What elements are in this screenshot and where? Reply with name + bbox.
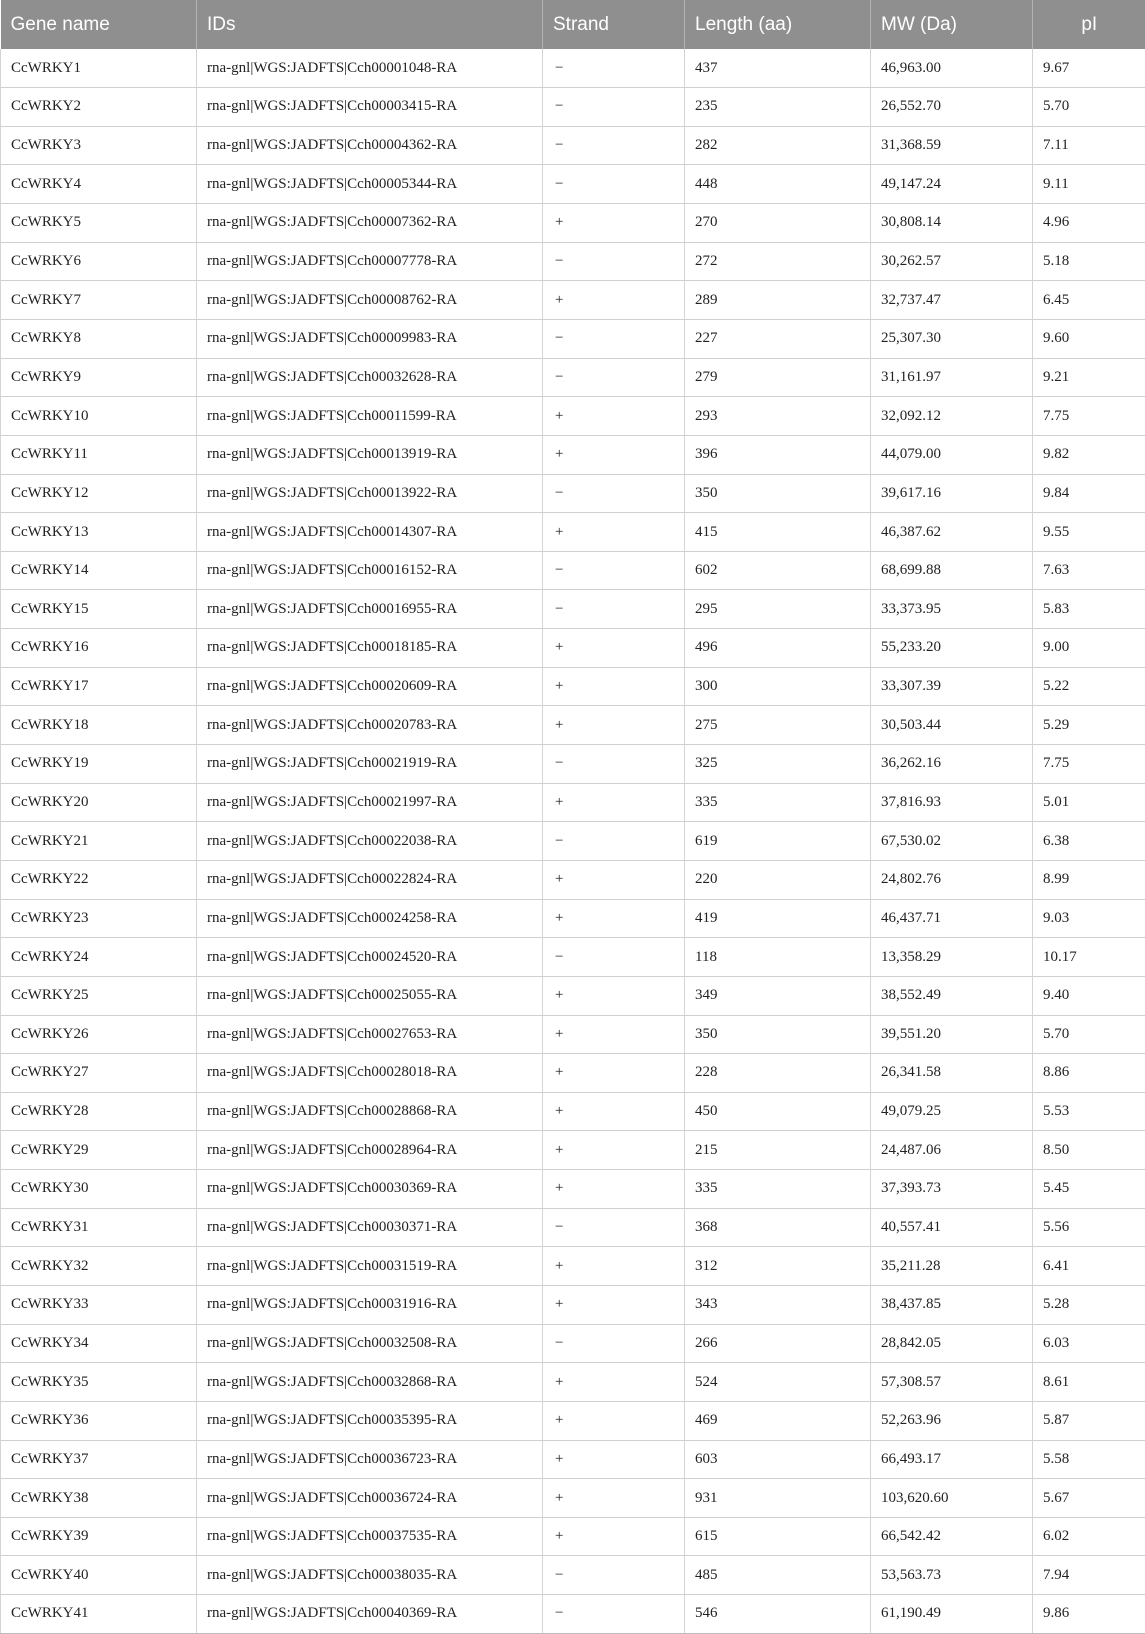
strand-cell: + — [543, 397, 685, 436]
table-row — [1, 397, 1145, 436]
table-row — [1, 435, 1145, 474]
gene-name-cell: CcWRKY9 — [1, 358, 197, 397]
table-row — [1, 1324, 1145, 1363]
table-row — [1, 1595, 1145, 1634]
strand-cell: + — [543, 281, 685, 320]
length-cell: 295 — [685, 590, 871, 629]
gene-name-cell: CcWRKY3 — [1, 126, 197, 165]
length-cell: 396 — [685, 435, 871, 474]
strand-cell: − — [543, 126, 685, 165]
mw-cell: 30,503.44 — [871, 706, 1033, 745]
gene-name-cell: CcWRKY8 — [1, 319, 197, 358]
table-row — [1, 745, 1145, 784]
id-cell: rna-gnl|WGS:JADFTS|Cch00032508-RA — [197, 1324, 543, 1363]
strand-cell: + — [543, 1401, 685, 1440]
strand-cell: + — [543, 1286, 685, 1325]
header-gene-name: Gene name — [1, 0, 197, 49]
id-cell: rna-gnl|WGS:JADFTS|Cch00013919-RA — [197, 435, 543, 474]
id-cell: rna-gnl|WGS:JADFTS|Cch00007362-RA — [197, 204, 543, 243]
length-cell: 931 — [685, 1479, 871, 1518]
gene-name-cell: CcWRKY2 — [1, 88, 197, 127]
gene-name-cell: CcWRKY33 — [1, 1286, 197, 1325]
pi-cell: 9.60 — [1033, 319, 1145, 358]
strand-cell: − — [543, 745, 685, 784]
mw-cell: 38,437.85 — [871, 1286, 1033, 1325]
pi-cell: 9.84 — [1033, 474, 1145, 513]
table-row — [1, 474, 1145, 513]
pi-cell: 5.01 — [1033, 783, 1145, 822]
id-cell: rna-gnl|WGS:JADFTS|Cch00003415-RA — [197, 88, 543, 127]
length-cell: 546 — [685, 1595, 871, 1634]
strand-cell: − — [543, 590, 685, 629]
pi-cell: 9.03 — [1033, 899, 1145, 938]
gene-name-cell: CcWRKY19 — [1, 745, 197, 784]
length-cell: 485 — [685, 1556, 871, 1595]
table-row — [1, 1131, 1145, 1170]
id-cell: rna-gnl|WGS:JADFTS|Cch00028868-RA — [197, 1092, 543, 1131]
mw-cell: 44,079.00 — [871, 435, 1033, 474]
mw-cell: 36,262.16 — [871, 745, 1033, 784]
id-cell: rna-gnl|WGS:JADFTS|Cch00036724-RA — [197, 1479, 543, 1518]
pi-cell: 5.67 — [1033, 1479, 1145, 1518]
pi-cell: 5.45 — [1033, 1170, 1145, 1209]
strand-cell: − — [543, 49, 685, 88]
gene-name-cell: CcWRKY34 — [1, 1324, 197, 1363]
gene-name-cell: CcWRKY4 — [1, 165, 197, 204]
length-cell: 349 — [685, 976, 871, 1015]
strand-cell: − — [543, 1595, 685, 1634]
pi-cell: 9.40 — [1033, 976, 1145, 1015]
mw-cell: 52,263.96 — [871, 1401, 1033, 1440]
pi-cell: 6.03 — [1033, 1324, 1145, 1363]
mw-cell: 33,373.95 — [871, 590, 1033, 629]
table-row — [1, 551, 1145, 590]
header-length: Length (aa) — [685, 0, 871, 49]
strand-cell: + — [543, 860, 685, 899]
mw-cell: 66,493.17 — [871, 1440, 1033, 1479]
gene-name-cell: CcWRKY20 — [1, 783, 197, 822]
strand-cell: + — [543, 629, 685, 668]
pi-cell: 7.94 — [1033, 1556, 1145, 1595]
id-cell: rna-gnl|WGS:JADFTS|Cch00028018-RA — [197, 1054, 543, 1093]
length-cell: 350 — [685, 474, 871, 513]
id-cell: rna-gnl|WGS:JADFTS|Cch00009983-RA — [197, 319, 543, 358]
length-cell: 282 — [685, 126, 871, 165]
id-cell: rna-gnl|WGS:JADFTS|Cch00030371-RA — [197, 1208, 543, 1247]
gene-name-cell: CcWRKY6 — [1, 242, 197, 281]
mw-cell: 66,542.42 — [871, 1517, 1033, 1556]
table-row — [1, 204, 1145, 243]
id-cell: rna-gnl|WGS:JADFTS|Cch00001048-RA — [197, 49, 543, 88]
mw-cell: 35,211.28 — [871, 1247, 1033, 1286]
length-cell: 300 — [685, 667, 871, 706]
pi-cell: 5.87 — [1033, 1401, 1145, 1440]
strand-cell: − — [543, 1324, 685, 1363]
strand-cell: − — [543, 1208, 685, 1247]
pi-cell: 6.02 — [1033, 1517, 1145, 1556]
strand-cell: − — [543, 938, 685, 977]
length-cell: 469 — [685, 1401, 871, 1440]
id-cell: rna-gnl|WGS:JADFTS|Cch00037535-RA — [197, 1517, 543, 1556]
strand-cell: + — [543, 1015, 685, 1054]
mw-cell: 32,092.12 — [871, 397, 1033, 436]
strand-cell: − — [543, 822, 685, 861]
gene-name-cell: CcWRKY30 — [1, 1170, 197, 1209]
mw-cell: 26,552.70 — [871, 88, 1033, 127]
mw-cell: 32,737.47 — [871, 281, 1033, 320]
pi-cell: 8.86 — [1033, 1054, 1145, 1093]
strand-cell: + — [543, 513, 685, 552]
pi-cell: 7.63 — [1033, 551, 1145, 590]
gene-name-cell: CcWRKY15 — [1, 590, 197, 629]
gene-name-cell: CcWRKY11 — [1, 435, 197, 474]
table-row — [1, 1286, 1145, 1325]
id-cell: rna-gnl|WGS:JADFTS|Cch00032628-RA — [197, 358, 543, 397]
header-ids: IDs — [197, 0, 543, 49]
pi-cell: 9.86 — [1033, 1595, 1145, 1634]
pi-cell: 7.11 — [1033, 126, 1145, 165]
id-cell: rna-gnl|WGS:JADFTS|Cch00025055-RA — [197, 976, 543, 1015]
length-cell: 272 — [685, 242, 871, 281]
mw-cell: 30,262.57 — [871, 242, 1033, 281]
gene-name-cell: CcWRKY26 — [1, 1015, 197, 1054]
gene-name-cell: CcWRKY12 — [1, 474, 197, 513]
gene-name-cell: CcWRKY32 — [1, 1247, 197, 1286]
table-row — [1, 126, 1145, 165]
id-cell: rna-gnl|WGS:JADFTS|Cch00024258-RA — [197, 899, 543, 938]
mw-cell: 37,393.73 — [871, 1170, 1033, 1209]
id-cell: rna-gnl|WGS:JADFTS|Cch00036723-RA — [197, 1440, 543, 1479]
table-row — [1, 1479, 1145, 1518]
pi-cell: 6.38 — [1033, 822, 1145, 861]
table-row — [1, 899, 1145, 938]
id-cell: rna-gnl|WGS:JADFTS|Cch00016955-RA — [197, 590, 543, 629]
table-header — [1, 0, 1145, 49]
mw-cell: 39,551.20 — [871, 1015, 1033, 1054]
strand-cell: + — [543, 435, 685, 474]
id-cell: rna-gnl|WGS:JADFTS|Cch00014307-RA — [197, 513, 543, 552]
length-cell: 343 — [685, 1286, 871, 1325]
pi-cell: 10.17 — [1033, 938, 1145, 977]
mw-cell: 49,147.24 — [871, 165, 1033, 204]
length-cell: 419 — [685, 899, 871, 938]
strand-cell: + — [543, 1054, 685, 1093]
header-mw: MW (Da) — [871, 0, 1033, 49]
mw-cell: 57,308.57 — [871, 1363, 1033, 1402]
id-cell: rna-gnl|WGS:JADFTS|Cch00005344-RA — [197, 165, 543, 204]
strand-cell: + — [543, 1131, 685, 1170]
id-cell: rna-gnl|WGS:JADFTS|Cch00031916-RA — [197, 1286, 543, 1325]
id-cell: rna-gnl|WGS:JADFTS|Cch00038035-RA — [197, 1556, 543, 1595]
mw-cell: 67,530.02 — [871, 822, 1033, 861]
mw-cell: 53,563.73 — [871, 1556, 1033, 1595]
strand-cell: − — [543, 474, 685, 513]
pi-cell: 5.83 — [1033, 590, 1145, 629]
pi-cell: 6.41 — [1033, 1247, 1145, 1286]
pi-cell: 5.56 — [1033, 1208, 1145, 1247]
pi-cell: 9.82 — [1033, 435, 1145, 474]
gene-name-cell: CcWRKY10 — [1, 397, 197, 436]
pi-cell: 6.45 — [1033, 281, 1145, 320]
mw-cell: 49,079.25 — [871, 1092, 1033, 1131]
pi-cell: 8.50 — [1033, 1131, 1145, 1170]
mw-cell: 37,816.93 — [871, 783, 1033, 822]
table-row — [1, 822, 1145, 861]
length-cell: 270 — [685, 204, 871, 243]
mw-cell: 55,233.20 — [871, 629, 1033, 668]
strand-cell: + — [543, 706, 685, 745]
length-cell: 215 — [685, 1131, 871, 1170]
mw-cell: 26,341.58 — [871, 1054, 1033, 1093]
length-cell: 220 — [685, 860, 871, 899]
id-cell: rna-gnl|WGS:JADFTS|Cch00004362-RA — [197, 126, 543, 165]
strand-cell: + — [543, 976, 685, 1015]
strand-cell: + — [543, 1247, 685, 1286]
length-cell: 118 — [685, 938, 871, 977]
length-cell: 615 — [685, 1517, 871, 1556]
mw-cell: 30,808.14 — [871, 204, 1033, 243]
mw-cell: 24,802.76 — [871, 860, 1033, 899]
table-row — [1, 1401, 1145, 1440]
length-cell: 335 — [685, 783, 871, 822]
id-cell: rna-gnl|WGS:JADFTS|Cch00031519-RA — [197, 1247, 543, 1286]
table-row — [1, 513, 1145, 552]
pi-cell: 7.75 — [1033, 745, 1145, 784]
table-row — [1, 590, 1145, 629]
mw-cell: 31,368.59 — [871, 126, 1033, 165]
table-row — [1, 1170, 1145, 1209]
table-row — [1, 1015, 1145, 1054]
gene-name-cell: CcWRKY13 — [1, 513, 197, 552]
pi-cell: 5.70 — [1033, 88, 1145, 127]
pi-cell: 9.55 — [1033, 513, 1145, 552]
table-row — [1, 1208, 1145, 1247]
length-cell: 325 — [685, 745, 871, 784]
table-row — [1, 1054, 1145, 1093]
mw-cell: 24,487.06 — [871, 1131, 1033, 1170]
mw-cell: 31,161.97 — [871, 358, 1033, 397]
gene-name-cell: CcWRKY22 — [1, 860, 197, 899]
gene-name-cell: CcWRKY39 — [1, 1517, 197, 1556]
mw-cell: 46,963.00 — [871, 49, 1033, 88]
pi-cell: 9.67 — [1033, 49, 1145, 88]
length-cell: 312 — [685, 1247, 871, 1286]
length-cell: 335 — [685, 1170, 871, 1209]
gene-name-cell: CcWRKY24 — [1, 938, 197, 977]
pi-cell: 9.00 — [1033, 629, 1145, 668]
mw-cell: 46,437.71 — [871, 899, 1033, 938]
mw-cell: 39,617.16 — [871, 474, 1033, 513]
length-cell: 603 — [685, 1440, 871, 1479]
length-cell: 496 — [685, 629, 871, 668]
table-row — [1, 629, 1145, 668]
gene-name-cell: CcWRKY38 — [1, 1479, 197, 1518]
length-cell: 235 — [685, 88, 871, 127]
length-cell: 368 — [685, 1208, 871, 1247]
strand-cell: + — [543, 1517, 685, 1556]
id-cell: rna-gnl|WGS:JADFTS|Cch00035395-RA — [197, 1401, 543, 1440]
table-row — [1, 88, 1145, 127]
length-cell: 448 — [685, 165, 871, 204]
length-cell: 415 — [685, 513, 871, 552]
gene-name-cell: CcWRKY7 — [1, 281, 197, 320]
table-row — [1, 667, 1145, 706]
strand-cell: + — [543, 783, 685, 822]
strand-cell: + — [543, 667, 685, 706]
id-cell: rna-gnl|WGS:JADFTS|Cch00027653-RA — [197, 1015, 543, 1054]
gene-name-cell: CcWRKY5 — [1, 204, 197, 243]
mw-cell: 28,842.05 — [871, 1324, 1033, 1363]
strand-cell: + — [543, 1092, 685, 1131]
table-row — [1, 1440, 1145, 1479]
table-row — [1, 783, 1145, 822]
gene-name-cell: CcWRKY17 — [1, 667, 197, 706]
pi-cell: 5.18 — [1033, 242, 1145, 281]
mw-cell: 25,307.30 — [871, 319, 1033, 358]
gene-name-cell: CcWRKY18 — [1, 706, 197, 745]
table-row — [1, 281, 1145, 320]
strand-cell: + — [543, 1440, 685, 1479]
gene-name-cell: CcWRKY27 — [1, 1054, 197, 1093]
strand-cell: + — [543, 204, 685, 243]
id-cell: rna-gnl|WGS:JADFTS|Cch00021997-RA — [197, 783, 543, 822]
header-strand: Strand — [543, 0, 685, 49]
pi-cell: 5.29 — [1033, 706, 1145, 745]
length-cell: 450 — [685, 1092, 871, 1131]
gene-name-cell: CcWRKY28 — [1, 1092, 197, 1131]
pi-cell: 5.22 — [1033, 667, 1145, 706]
table-row — [1, 242, 1145, 281]
gene-name-cell: CcWRKY40 — [1, 1556, 197, 1595]
gene-name-cell: CcWRKY23 — [1, 899, 197, 938]
strand-cell: − — [543, 165, 685, 204]
gene-name-cell: CcWRKY36 — [1, 1401, 197, 1440]
table-row — [1, 165, 1145, 204]
strand-cell: − — [543, 358, 685, 397]
table-row — [1, 358, 1145, 397]
strand-cell: − — [543, 88, 685, 127]
gene-name-cell: CcWRKY31 — [1, 1208, 197, 1247]
pi-cell: 5.53 — [1033, 1092, 1145, 1131]
length-cell: 289 — [685, 281, 871, 320]
id-cell: rna-gnl|WGS:JADFTS|Cch00022824-RA — [197, 860, 543, 899]
mw-cell: 13,358.29 — [871, 938, 1033, 977]
pi-cell: 8.61 — [1033, 1363, 1145, 1402]
strand-cell: − — [543, 551, 685, 590]
id-cell: rna-gnl|WGS:JADFTS|Cch00028964-RA — [197, 1131, 543, 1170]
id-cell: rna-gnl|WGS:JADFTS|Cch00022038-RA — [197, 822, 543, 861]
length-cell: 228 — [685, 1054, 871, 1093]
id-cell: rna-gnl|WGS:JADFTS|Cch00018185-RA — [197, 629, 543, 668]
table-row — [1, 938, 1145, 977]
length-cell: 619 — [685, 822, 871, 861]
length-cell: 350 — [685, 1015, 871, 1054]
length-cell: 602 — [685, 551, 871, 590]
table-row — [1, 1556, 1145, 1595]
mw-cell: 38,552.49 — [871, 976, 1033, 1015]
gene-name-cell: CcWRKY35 — [1, 1363, 197, 1402]
table-row — [1, 319, 1145, 358]
mw-cell: 61,190.49 — [871, 1595, 1033, 1634]
strand-cell: − — [543, 242, 685, 281]
table-row — [1, 49, 1145, 88]
pi-cell: 4.96 — [1033, 204, 1145, 243]
length-cell: 279 — [685, 358, 871, 397]
length-cell: 437 — [685, 49, 871, 88]
table-row — [1, 706, 1145, 745]
pi-cell: 5.70 — [1033, 1015, 1145, 1054]
mw-cell: 103,620.60 — [871, 1479, 1033, 1518]
id-cell: rna-gnl|WGS:JADFTS|Cch00032868-RA — [197, 1363, 543, 1402]
strand-cell: + — [543, 1479, 685, 1518]
gene-name-cell: CcWRKY14 — [1, 551, 197, 590]
length-cell: 266 — [685, 1324, 871, 1363]
id-cell: rna-gnl|WGS:JADFTS|Cch00021919-RA — [197, 745, 543, 784]
length-cell: 227 — [685, 319, 871, 358]
gene-name-cell: CcWRKY41 — [1, 1595, 197, 1634]
gene-name-cell: CcWRKY37 — [1, 1440, 197, 1479]
table-row — [1, 1517, 1145, 1556]
pi-cell: 8.99 — [1033, 860, 1145, 899]
id-cell: rna-gnl|WGS:JADFTS|Cch00016152-RA — [197, 551, 543, 590]
pi-cell: 5.28 — [1033, 1286, 1145, 1325]
strand-cell: + — [543, 1170, 685, 1209]
gene-name-cell: CcWRKY25 — [1, 976, 197, 1015]
id-cell: rna-gnl|WGS:JADFTS|Cch00020609-RA — [197, 667, 543, 706]
pi-cell: 9.11 — [1033, 165, 1145, 204]
length-cell: 524 — [685, 1363, 871, 1402]
table-row — [1, 1247, 1145, 1286]
table-body — [1, 49, 1145, 1633]
id-cell: rna-gnl|WGS:JADFTS|Cch00040369-RA — [197, 1595, 543, 1634]
id-cell: rna-gnl|WGS:JADFTS|Cch00020783-RA — [197, 706, 543, 745]
id-cell: rna-gnl|WGS:JADFTS|Cch00030369-RA — [197, 1170, 543, 1209]
table-row — [1, 1092, 1145, 1131]
gene-name-cell: CcWRKY1 — [1, 49, 197, 88]
table-row — [1, 976, 1145, 1015]
pi-cell: 7.75 — [1033, 397, 1145, 436]
header-pi: pI — [1033, 0, 1145, 49]
id-cell: rna-gnl|WGS:JADFTS|Cch00013922-RA — [197, 474, 543, 513]
mw-cell: 68,699.88 — [871, 551, 1033, 590]
strand-cell: + — [543, 899, 685, 938]
gene-name-cell: CcWRKY29 — [1, 1131, 197, 1170]
gene-name-cell: CcWRKY16 — [1, 629, 197, 668]
id-cell: rna-gnl|WGS:JADFTS|Cch00007778-RA — [197, 242, 543, 281]
mw-cell: 33,307.39 — [871, 667, 1033, 706]
header-row — [1, 0, 1145, 49]
length-cell: 293 — [685, 397, 871, 436]
table-row — [1, 860, 1145, 899]
length-cell: 275 — [685, 706, 871, 745]
strand-cell: + — [543, 1363, 685, 1402]
id-cell: rna-gnl|WGS:JADFTS|Cch00011599-RA — [197, 397, 543, 436]
pi-cell: 5.58 — [1033, 1440, 1145, 1479]
pi-cell: 9.21 — [1033, 358, 1145, 397]
mw-cell: 40,557.41 — [871, 1208, 1033, 1247]
strand-cell: − — [543, 319, 685, 358]
gene-name-cell: CcWRKY21 — [1, 822, 197, 861]
table-row — [1, 1363, 1145, 1402]
id-cell: rna-gnl|WGS:JADFTS|Cch00008762-RA — [197, 281, 543, 320]
id-cell: rna-gnl|WGS:JADFTS|Cch00024520-RA — [197, 938, 543, 977]
mw-cell: 46,387.62 — [871, 513, 1033, 552]
strand-cell: − — [543, 1556, 685, 1595]
